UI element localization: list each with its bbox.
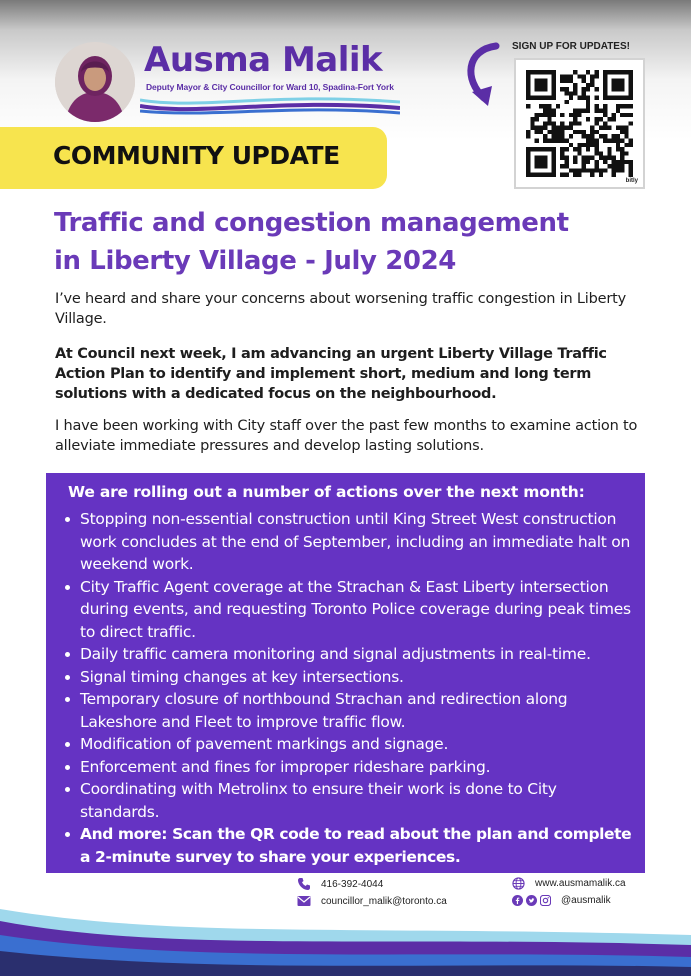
qr-module: [556, 126, 560, 130]
phone-icon: [297, 877, 311, 891]
qr-module: [573, 113, 577, 117]
qr-module: [620, 130, 624, 134]
qr-module: [603, 160, 607, 164]
qr-module: [607, 164, 611, 168]
qr-module: [582, 156, 586, 160]
article-headline: [54, 204, 654, 280]
qr-module: [629, 113, 633, 117]
qr-module: [543, 104, 547, 108]
qr-module: [582, 164, 586, 168]
qr-module: [582, 74, 586, 78]
qr-module: [560, 164, 564, 168]
qr-module: [565, 138, 569, 142]
qr-module: [577, 147, 581, 151]
globe-icon: [512, 877, 525, 890]
list-item: Temporary closure of northbound Strachan and redirection along Lakeshore and Fleet to improve traffic flow.: [80, 688, 640, 733]
list-item: Stopping non-essential construction until King Street West construction work concludes at the end of September, including an immediate halt on weekend work.: [80, 508, 640, 576]
qr-module: [560, 87, 564, 91]
qr-module: [629, 160, 633, 164]
qr-module: [543, 113, 547, 117]
qr-module: [565, 87, 569, 91]
qr-module: [629, 104, 633, 108]
qr-module: [603, 104, 607, 108]
councillor-name: Ausma Malik: [144, 40, 383, 80]
list-item: City Traffic Agent coverage at the Strachan & East Liberty intersection during events, and requesting Toronto Police coverage during peak times to direct traffic.: [80, 576, 640, 644]
staff-paragraph: I have been working with City staff over the past few months to examine action to alleviate immediate pressures and develop lasting solutions.: [55, 418, 638, 454]
qr-finder-inner: [535, 156, 548, 169]
qr-module: [556, 138, 560, 142]
signup-label: SIGN UP FOR UPDATES!: [512, 41, 630, 52]
qr-module: [612, 138, 616, 142]
qr-module: [573, 70, 577, 74]
qr-module: [535, 138, 539, 142]
qr-module: [573, 168, 577, 172]
qr-module: [569, 91, 573, 95]
qr-module: [565, 164, 569, 168]
qr-module: [620, 104, 624, 108]
intro-paragraph: I’ve heard and share your concerns about worsening traffic congestion in Liberty Village.: [55, 291, 626, 327]
qr-module: [590, 168, 594, 172]
qr-module: [612, 164, 616, 168]
qr-module: [586, 96, 590, 100]
qr-module: [594, 138, 598, 142]
qr-module: [560, 151, 564, 155]
qr-module: [565, 173, 569, 177]
qr-module: [543, 121, 547, 125]
qr-module: [607, 156, 611, 160]
qr-module: [560, 147, 564, 151]
qr-module: [624, 104, 628, 108]
qr-module: [599, 173, 603, 177]
qr-module: [612, 160, 616, 164]
qr-module: [535, 117, 539, 121]
qr-module: [624, 143, 628, 147]
phone-number: 416-392-4044: [321, 878, 384, 890]
qr-module: [547, 104, 551, 108]
qr-module: [599, 109, 603, 113]
qr-module: [543, 138, 547, 142]
qr-module: [624, 160, 628, 164]
qr-module: [569, 96, 573, 100]
qr-module: [535, 113, 539, 117]
qr-module: [586, 143, 590, 147]
qr-module: [586, 83, 590, 87]
qr-module: [577, 130, 581, 134]
footer-wave-decoration: [0, 895, 691, 976]
qr-module: [582, 130, 586, 134]
list-item: Coordinating with Metrolinx to ensure their work is done to City standards.: [80, 778, 640, 823]
social-handle: @ausmalik: [561, 895, 611, 906]
qr-module: [594, 121, 598, 125]
qr-module: [586, 100, 590, 104]
qr-module: [535, 130, 539, 134]
qr-module: [612, 134, 616, 138]
qr-module: [629, 173, 633, 177]
qr-module: [547, 109, 551, 113]
qr-module: [629, 168, 633, 172]
qr-module: [603, 113, 607, 117]
list-item: Daily traffic camera monitoring and signal adjustments in real-time.: [80, 643, 640, 666]
qr-module: [594, 147, 598, 151]
actions-list: [80, 508, 640, 868]
qr-module: [560, 113, 564, 117]
qr-module: [620, 126, 624, 130]
qr-module: [577, 74, 581, 78]
qr-module: [620, 156, 624, 160]
qr-module: [590, 156, 594, 160]
qr-module: [582, 96, 586, 100]
qr-module: [565, 160, 569, 164]
qr-module: [560, 156, 564, 160]
qr-module: [582, 143, 586, 147]
qr-brand-label: bitly: [625, 178, 638, 184]
qr-module: [560, 74, 564, 78]
qr-module: [620, 168, 624, 172]
qr-module: [590, 79, 594, 83]
qr-module: [577, 173, 581, 177]
qr-module: [599, 134, 603, 138]
qr-module: [612, 173, 616, 177]
qr-module: [616, 138, 620, 142]
qr-module: [530, 117, 534, 121]
qr-module: [607, 126, 611, 130]
qr-module: [607, 147, 611, 151]
qr-module: [607, 151, 611, 155]
qr-module: [526, 134, 530, 138]
headline-line-2: in Liberty Village - July 2024: [54, 246, 456, 276]
qr-module: [590, 173, 594, 177]
qr-module: [556, 130, 560, 134]
qr-module: [539, 126, 543, 130]
qr-module: [582, 79, 586, 83]
qr-module: [577, 168, 581, 172]
qr-module: [573, 173, 577, 177]
councillor-title: Deputy Mayor & City Councillor for Ward 10, Spadina-Fort York: [146, 82, 394, 92]
qr-module: [624, 130, 628, 134]
qr-module: [620, 160, 624, 164]
contact-website[interactable]: [512, 877, 626, 890]
qr-module: [565, 147, 569, 151]
qr-module: [547, 113, 551, 117]
qr-module: [594, 164, 598, 168]
qr-module: [624, 151, 628, 155]
qr-module: [543, 109, 547, 113]
qr-module: [594, 151, 598, 155]
qr-module: [586, 168, 590, 172]
qr-module: [586, 147, 590, 151]
qr-module: [560, 173, 564, 177]
qr-module: [590, 134, 594, 138]
qr-module: [565, 74, 569, 78]
list-item: Signal timing changes at key intersections.: [80, 666, 640, 689]
qr-module: [530, 126, 534, 130]
qr-module: [603, 138, 607, 142]
qr-module: [590, 138, 594, 142]
qr-module: [607, 138, 611, 142]
qr-module: [547, 121, 551, 125]
qr-module: [577, 109, 581, 113]
qr-module: [565, 79, 569, 83]
qr-module: [582, 160, 586, 164]
qr-module: [603, 121, 607, 125]
qr-module: [594, 70, 598, 74]
qr-module: [616, 147, 620, 151]
qr-finder-inner: [612, 79, 625, 92]
qr-module: [573, 130, 577, 134]
qr-module: [573, 156, 577, 160]
qr-module: [573, 121, 577, 125]
qr-module: [573, 87, 577, 91]
qr-module: [552, 113, 556, 117]
qr-module: [552, 134, 556, 138]
qr-module: [577, 113, 581, 117]
qr-module: [577, 151, 581, 155]
qr-module: [620, 164, 624, 168]
qr-module: [573, 160, 577, 164]
qr-module: [569, 126, 573, 130]
qr-code-graphic[interactable]: [526, 70, 633, 177]
qr-module: [586, 117, 590, 121]
qr-module: [586, 109, 590, 113]
qr-module: [560, 121, 564, 125]
qr-module: [594, 104, 598, 108]
qr-module: [594, 168, 598, 172]
qr-module: [582, 91, 586, 95]
qr-module: [603, 134, 607, 138]
qr-module: [629, 121, 633, 125]
qr-module: [594, 130, 598, 134]
qr-finder-inner: [535, 79, 548, 92]
qr-module: [565, 126, 569, 130]
qr-module: [560, 134, 564, 138]
curved-arrow-icon: [458, 40, 508, 112]
qr-module: [612, 117, 616, 121]
qr-module: [539, 113, 543, 117]
qr-module: [607, 117, 611, 121]
qr-module: [586, 156, 590, 160]
qr-module: [586, 134, 590, 138]
qr-module: [539, 104, 543, 108]
qr-module: [565, 100, 569, 104]
header-wave-decoration: [140, 94, 400, 116]
qr-module: [565, 156, 569, 160]
qr-module: [620, 151, 624, 155]
qr-module: [624, 134, 628, 138]
qr-module: [594, 160, 598, 164]
qr-module: [586, 87, 590, 91]
qr-module: [594, 109, 598, 113]
qr-module: [569, 143, 573, 147]
qr-module: [624, 113, 628, 117]
qr-module: [612, 156, 616, 160]
qr-module: [569, 74, 573, 78]
qr-module: [547, 130, 551, 134]
qr-module: [556, 134, 560, 138]
qr-module: [590, 74, 594, 78]
qr-module: [586, 70, 590, 74]
qr-module: [616, 126, 620, 130]
qr-module: [590, 130, 594, 134]
qr-module: [594, 87, 598, 91]
qr-module: [620, 138, 624, 142]
qr-module: [552, 126, 556, 130]
website-url: www.ausmamalik.ca: [535, 878, 626, 889]
qr-module: [603, 168, 607, 172]
qr-module: [599, 151, 603, 155]
qr-module: [620, 113, 624, 117]
qr-module: [586, 160, 590, 164]
qr-module: [620, 147, 624, 151]
qr-module: [569, 113, 573, 117]
qr-module: [552, 121, 556, 125]
qr-module: [616, 134, 620, 138]
qr-module: [569, 79, 573, 83]
qr-module: [590, 143, 594, 147]
qr-module: [616, 160, 620, 164]
qr-module: [603, 156, 607, 160]
qr-module: [552, 109, 556, 113]
qr-module: [599, 126, 603, 130]
councillor-photo: [55, 42, 135, 122]
qr-module: [616, 168, 620, 172]
qr-module: [547, 117, 551, 121]
qr-module: [569, 134, 573, 138]
qr-module: [565, 91, 569, 95]
qr-module: [569, 168, 573, 172]
qr-module: [539, 130, 543, 134]
qr-module: [569, 121, 573, 125]
qr-module: [603, 126, 607, 130]
qr-module: [552, 130, 556, 134]
qr-module: [530, 121, 534, 125]
email-address: councillor_malik@toronto.ca: [321, 895, 447, 907]
qr-module: [586, 138, 590, 142]
community-update-banner: [0, 127, 387, 189]
qr-module: [573, 117, 577, 121]
qr-module: [616, 109, 620, 113]
qr-module: [560, 130, 564, 134]
signup-qr-code[interactable]: [514, 58, 645, 189]
list-item-call-to-action: And more: Scan the QR code to read about the plan and complete a 2-minute survey to share your experiences.: [80, 823, 640, 868]
qr-module: [573, 147, 577, 151]
qr-module: [590, 83, 594, 87]
qr-module: [586, 104, 590, 108]
qr-module: [560, 138, 564, 142]
qr-module: [552, 138, 556, 142]
qr-module: [547, 138, 551, 142]
qr-module: [599, 168, 603, 172]
actions-title: We are rolling out a number of actions over the next month:: [68, 483, 585, 501]
qr-module: [599, 156, 603, 160]
headline-line-1: Traffic and congestion management: [54, 208, 569, 238]
qr-module: [573, 91, 577, 95]
qr-module: [612, 168, 616, 172]
qr-module: [577, 121, 581, 125]
qr-module: [543, 126, 547, 130]
qr-module: [577, 143, 581, 147]
qr-module: [594, 74, 598, 78]
qr-module: [535, 126, 539, 130]
qr-module: [556, 104, 560, 108]
qr-module: [629, 164, 633, 168]
qr-module: [629, 138, 633, 142]
qr-module: [612, 113, 616, 117]
qr-module: [573, 83, 577, 87]
contact-phone[interactable]: [297, 877, 383, 891]
qr-module: [624, 126, 628, 130]
qr-module: [603, 109, 607, 113]
qr-module: [560, 126, 564, 130]
qr-module: [590, 126, 594, 130]
qr-module: [616, 143, 620, 147]
qr-module: [594, 143, 598, 147]
list-item: Modification of pavement markings and signage.: [80, 733, 640, 756]
qr-module: [616, 104, 620, 108]
qr-module: [526, 130, 530, 134]
qr-module: [629, 143, 633, 147]
qr-module: [616, 164, 620, 168]
council-paragraph: At Council next week, I am advancing an urgent Liberty Village Traffic Action Plan to identify and implement short, medium and long term solutions with a dedicated focus on the neighbourhood.: [55, 346, 607, 402]
qr-module: [594, 117, 598, 121]
qr-module: [526, 104, 530, 108]
qr-module: [599, 117, 603, 121]
qr-module: [560, 79, 564, 83]
qr-module: [594, 96, 598, 100]
actions-panel: [46, 473, 645, 873]
qr-module: [582, 134, 586, 138]
qr-module: [577, 96, 581, 100]
qr-module: [582, 87, 586, 91]
qr-module: [543, 134, 547, 138]
qr-module: [582, 109, 586, 113]
banner-label: COMMUNITY UPDATE: [53, 141, 340, 170]
qr-module: [582, 168, 586, 172]
list-item: Enforcement and fines for improper rideshare parking.: [80, 756, 640, 779]
qr-module: [573, 109, 577, 113]
